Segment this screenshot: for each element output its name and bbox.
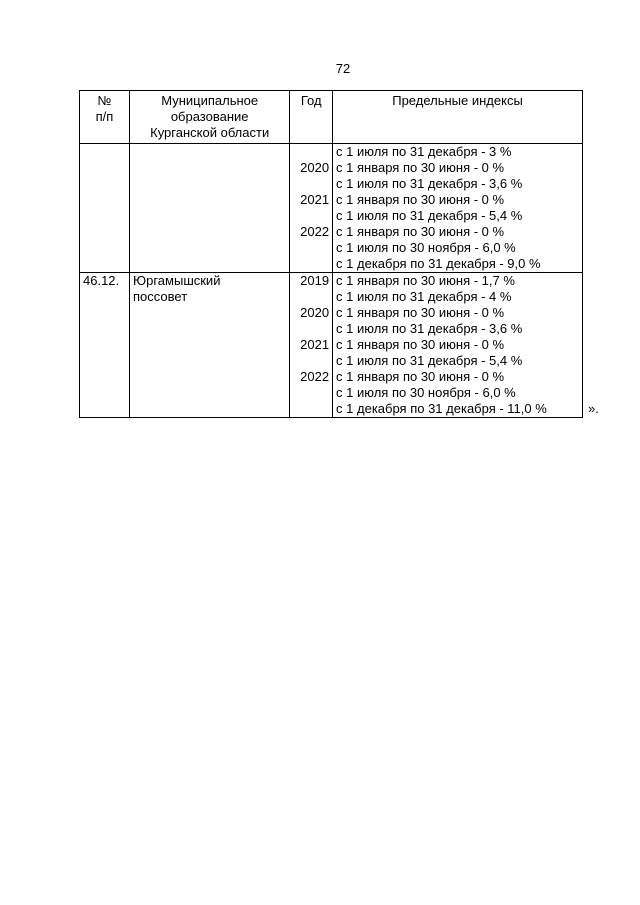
index-line: с 1 января по 30 июня - 0 % <box>336 337 505 352</box>
index-line: с 1 декабря по 31 декабря - 11,0 % <box>336 401 547 416</box>
header-number <box>80 91 130 144</box>
table-row <box>80 273 583 418</box>
header-indices <box>333 91 583 144</box>
year-line <box>293 353 329 369</box>
header-municipality <box>129 91 289 144</box>
year-line <box>293 385 329 401</box>
year-line: 2021 <box>300 337 330 352</box>
header-number-line: № <box>97 93 112 108</box>
row-indices-cell <box>333 144 583 273</box>
year-line <box>293 321 329 337</box>
year-line <box>293 240 329 256</box>
closing-quote-mark: ». <box>588 401 599 416</box>
header-year-label: Год <box>300 93 322 108</box>
table-row <box>80 144 583 273</box>
page-number: 72 <box>335 61 351 76</box>
index-line: с 1 января по 30 июня - 0 % <box>336 192 505 207</box>
municipality-line: Юргамышский <box>132 273 221 288</box>
municipality-line: поссовет <box>132 289 188 304</box>
limit-indices-table <box>79 90 583 418</box>
index-line: с 1 июля по 31 декабря - 3 % <box>336 144 512 159</box>
index-line: с 1 января по 30 июня - 0 % <box>336 160 505 175</box>
index-line: с 1 июля по 31 декабря - 5,4 % <box>336 353 523 368</box>
header-municipality-line: образование <box>170 109 249 124</box>
index-line: с 1 января по 30 июня - 1,7 % <box>336 273 515 288</box>
year-line <box>293 401 329 417</box>
row-municipality-cell <box>129 144 289 273</box>
header-number-line: п/п <box>95 109 114 124</box>
year-line <box>293 289 329 305</box>
row-municipality-cell <box>129 273 289 418</box>
table-header-row <box>80 91 583 144</box>
row-number-cell: 46.12. <box>80 273 130 418</box>
header-indices-label: Предельные индексы <box>392 93 523 108</box>
year-line: 2020 <box>300 160 330 175</box>
index-line: с 1 июля по 31 декабря - 4 % <box>336 289 512 304</box>
year-line: 2020 <box>300 305 330 320</box>
index-line: с 1 января по 30 июня - 0 % <box>336 224 505 239</box>
index-line: с 1 декабря по 31 декабря - 9,0 % <box>336 256 541 271</box>
index-line: с 1 июля по 31 декабря - 5,4 % <box>336 208 523 223</box>
index-line: с 1 января по 30 июня - 0 % <box>336 369 505 384</box>
year-line: 2019 <box>300 273 330 288</box>
year-line: 2022 <box>300 224 330 239</box>
header-municipality-line: Курганской области <box>150 125 270 140</box>
year-line <box>293 256 329 272</box>
year-line: 2021 <box>300 192 330 207</box>
header-municipality-line: Муниципальное <box>161 93 259 108</box>
index-line: с 1 июля по 30 ноября - 6,0 % <box>336 385 516 400</box>
year-line <box>293 208 329 224</box>
index-line: с 1 июля по 30 ноября - 6,0 % <box>336 240 516 255</box>
year-line <box>293 144 329 160</box>
index-line: с 1 июля по 31 декабря - 3,6 % <box>336 321 523 336</box>
row-year-cell <box>290 144 333 273</box>
index-line: с 1 января по 30 июня - 0 % <box>336 305 505 320</box>
year-line: 2022 <box>300 369 330 384</box>
row-indices-cell <box>333 273 583 418</box>
row-number-cell <box>80 144 130 273</box>
row-year-cell <box>290 273 333 418</box>
header-year <box>290 91 333 144</box>
year-line <box>293 176 329 192</box>
index-line: с 1 июля по 31 декабря - 3,6 % <box>336 176 523 191</box>
